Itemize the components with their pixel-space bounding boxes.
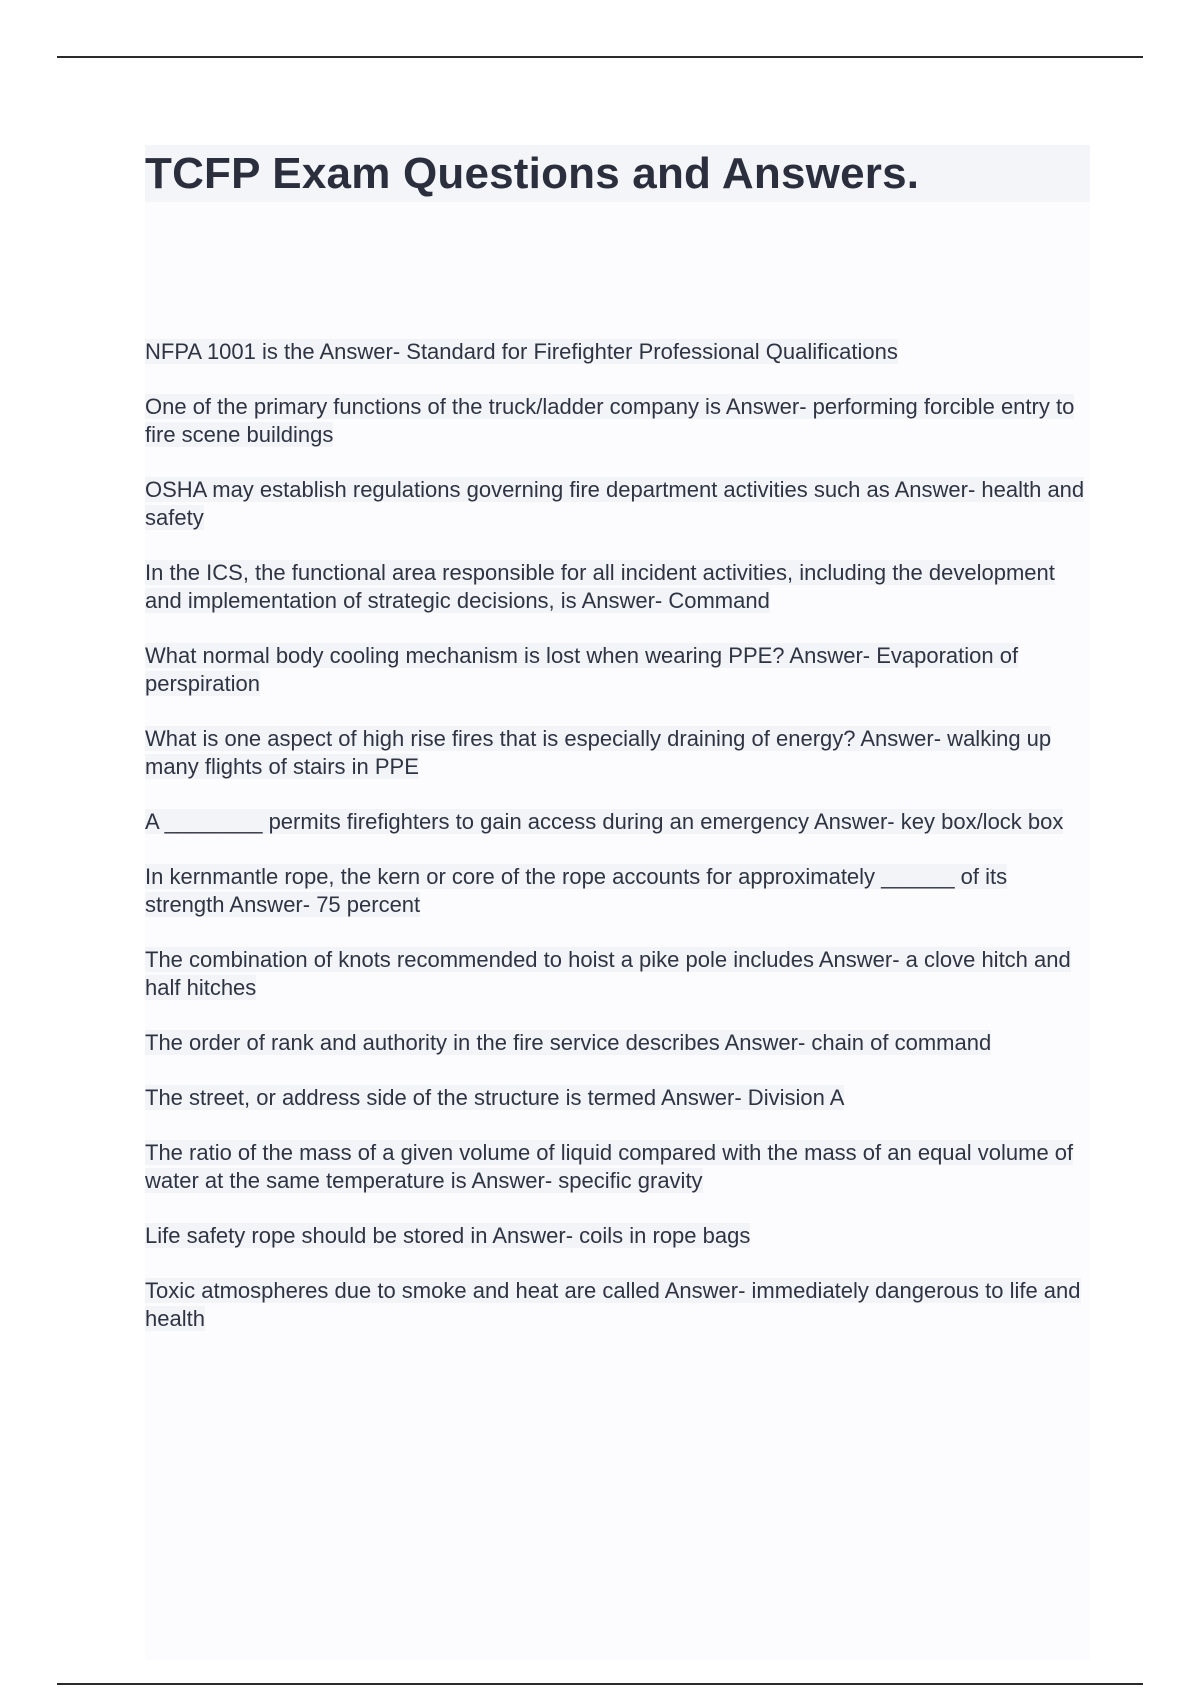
qa-text: The combination of knots recommended to hoist a pike pole includes Answer- a clove hitch and half hitches: [145, 947, 1071, 1000]
qa-item: [145, 338, 1090, 366]
document-body: [145, 145, 1090, 1660]
page-title: TCFP Exam Questions and Answers.: [145, 148, 920, 198]
header-rule: [57, 56, 1143, 58]
qa-item: [145, 1139, 1090, 1195]
qa-item: [145, 393, 1090, 449]
qa-item: [145, 725, 1090, 781]
qa-text: Life safety rope should be stored in Answer- coils in rope bags: [145, 1223, 751, 1248]
title-block: [145, 145, 1090, 202]
qa-text: A ________ permits firefighters to gain access during an emergency Answer- key box/lock box: [145, 809, 1064, 834]
qa-item: [145, 1222, 1090, 1250]
qa-text: The ratio of the mass of a given volume of liquid compared with the mass of an equal volume of water at the same temperature is Answer- specific gravity: [145, 1140, 1074, 1193]
qa-item: [145, 1029, 1090, 1057]
qa-text: One of the primary functions of the truck/ladder company is Answer- performing forcible entry to fire scene buildings: [145, 394, 1075, 447]
qa-text: Toxic atmospheres due to smoke and heat are called Answer- immediately dangerous to life and health: [145, 1278, 1081, 1331]
qa-text: In kernmantle rope, the kern or core of the rope accounts for approximately ______ of its strength Answer- 75 percent: [145, 864, 1008, 917]
qa-text: What normal body cooling mechanism is lost when wearing PPE? Answer- Evaporation of perspiration: [145, 643, 1019, 696]
qa-text: What is one aspect of high rise fires that is especially draining of energy? Answer- walking up many flights of stairs in PPE: [145, 726, 1052, 779]
qa-item: [145, 863, 1090, 919]
qa-item: [145, 808, 1090, 836]
qa-text: In the ICS, the functional area responsible for all incident activities, including the development and implementation of strategic decisions, is Answer- Command: [145, 560, 1055, 613]
qa-text: The order of rank and authority in the fire service describes Answer- chain of command: [145, 1030, 992, 1055]
qa-text: OSHA may establish regulations governing fire department activities such as Answer- health and safety: [145, 477, 1085, 530]
qa-text: NFPA 1001 is the Answer- Standard for Firefighter Professional Qualifications: [145, 339, 898, 364]
qa-item: [145, 1277, 1090, 1333]
qa-item: [145, 642, 1090, 698]
footer-rule: [57, 1683, 1143, 1685]
qa-item: [145, 476, 1090, 532]
qa-item: [145, 946, 1090, 1002]
qa-list: [145, 338, 1090, 1360]
qa-item: [145, 1084, 1090, 1112]
qa-item: [145, 559, 1090, 615]
qa-text: The street, or address side of the structure is termed Answer- Division A: [145, 1085, 845, 1110]
